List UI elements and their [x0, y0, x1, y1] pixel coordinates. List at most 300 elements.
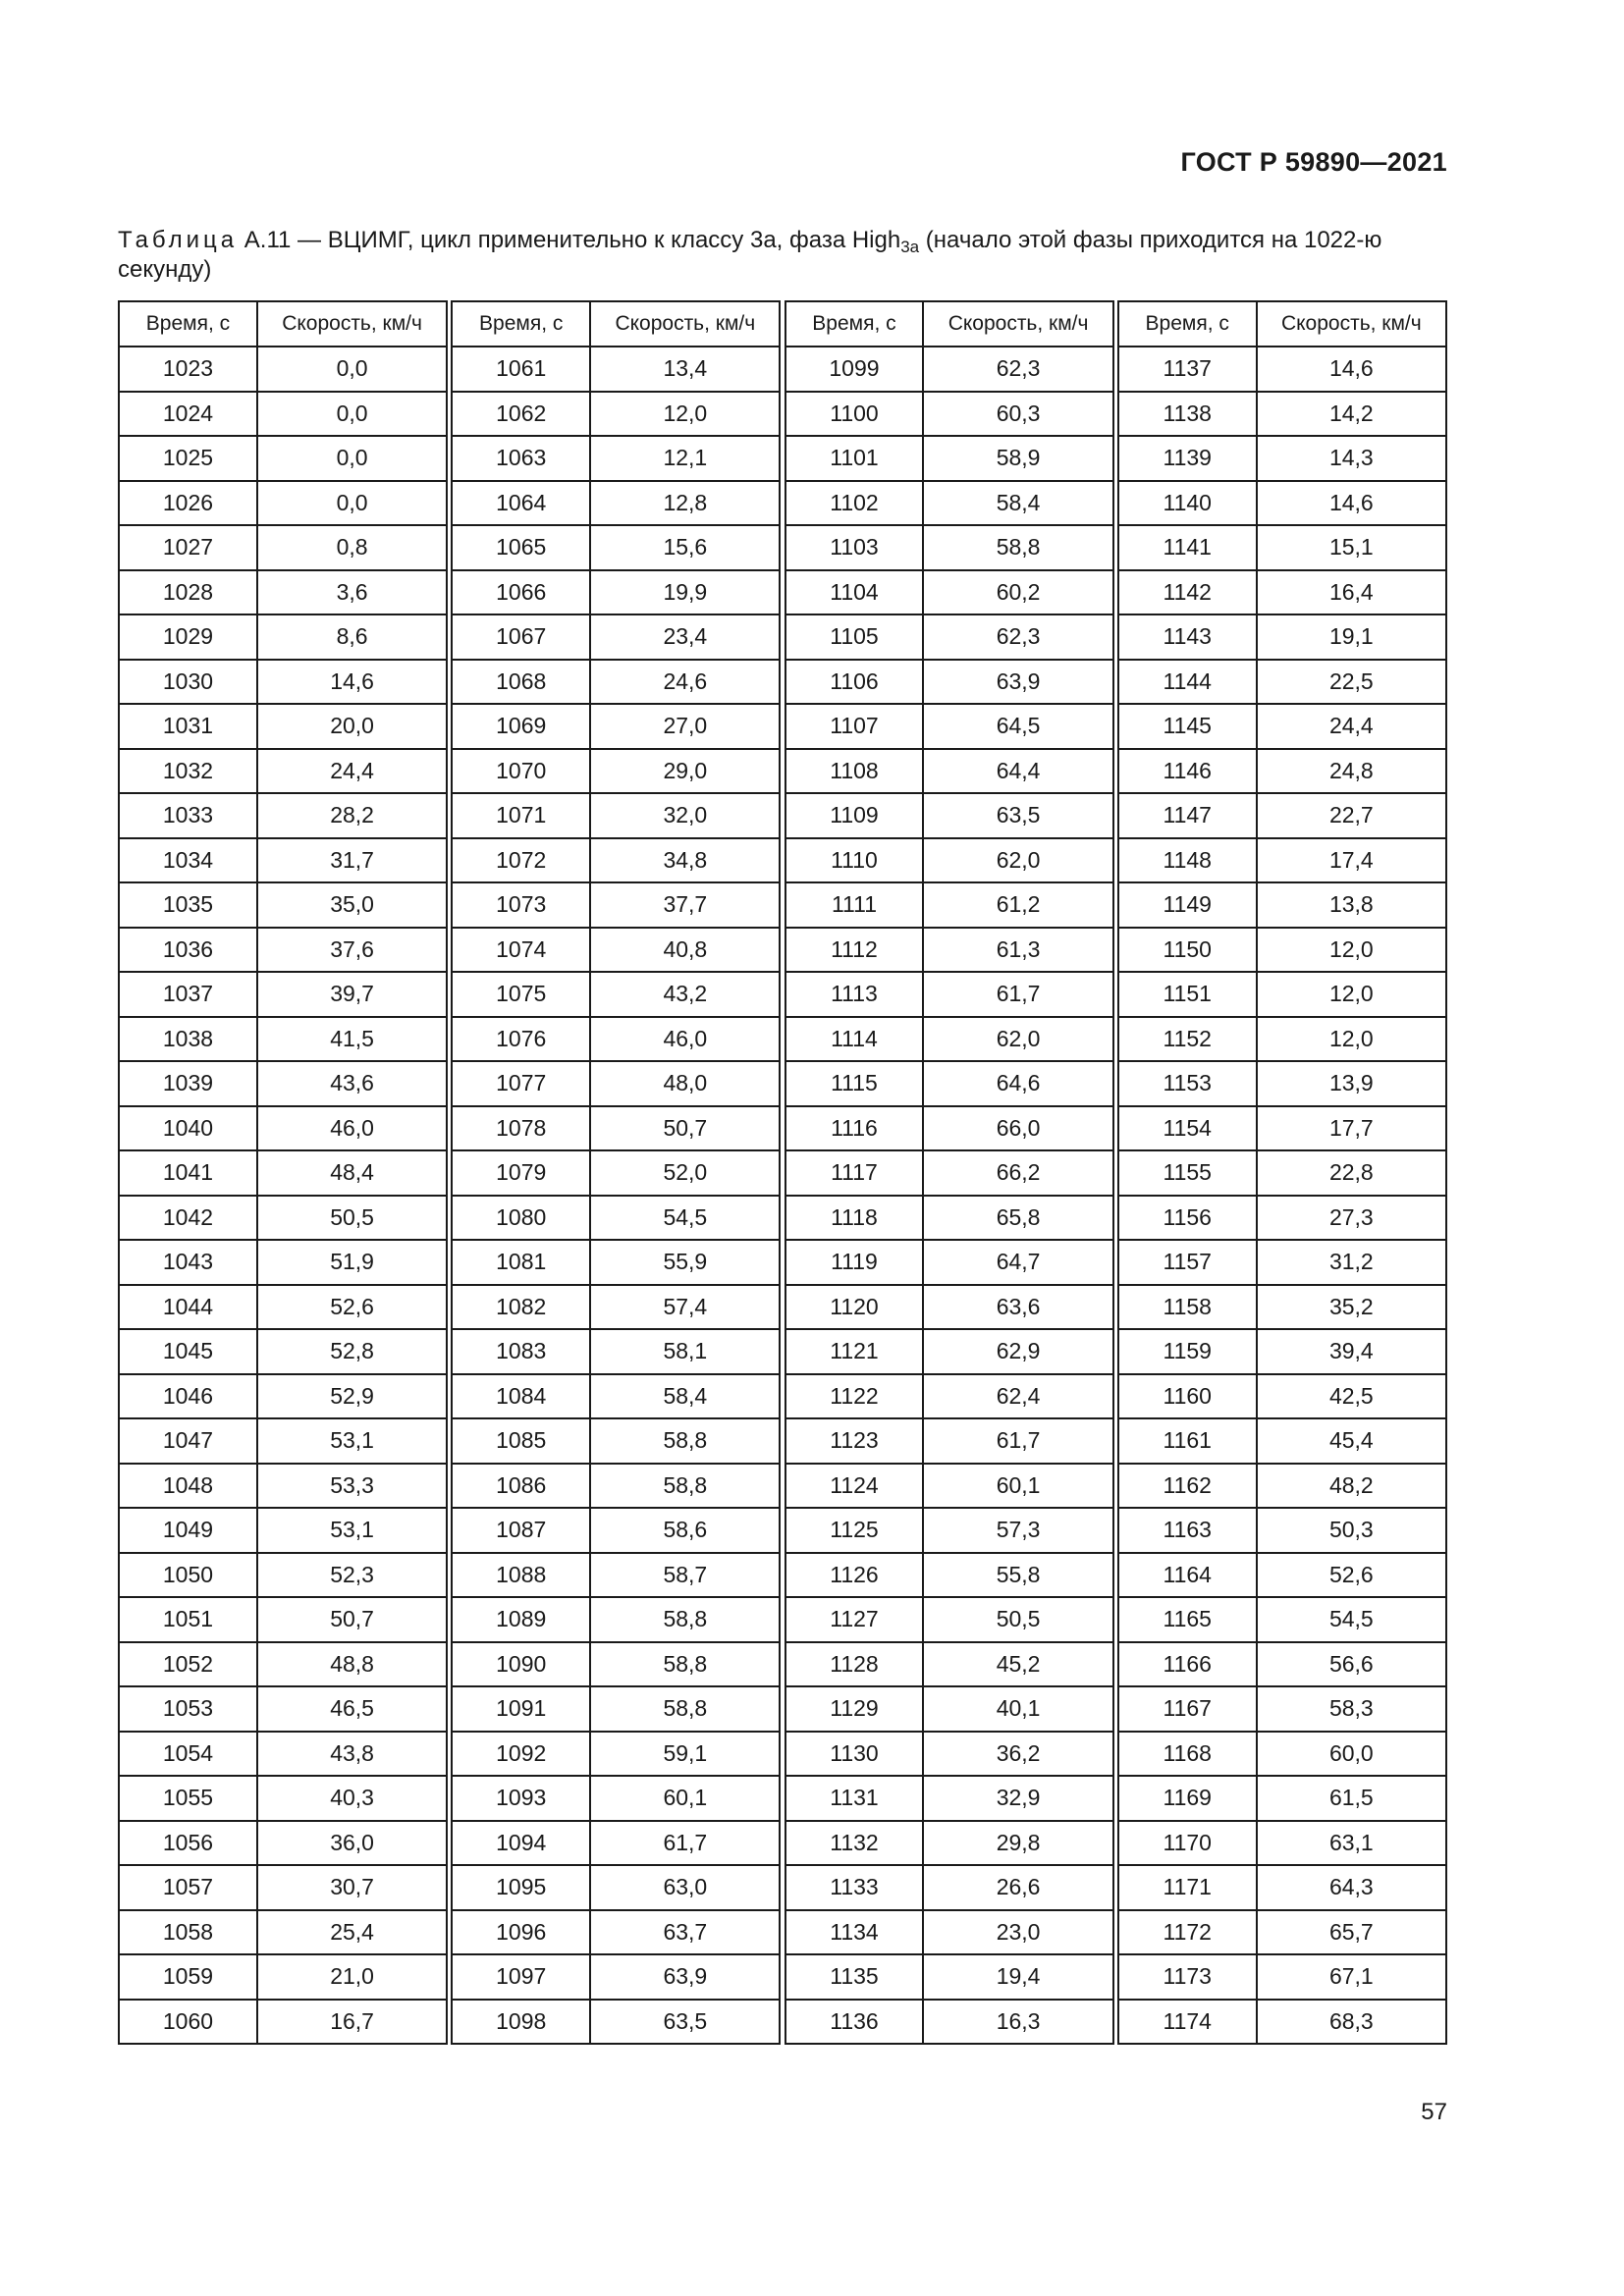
time-cell: 1061 [452, 347, 590, 392]
speed-cell: 3,6 [257, 570, 447, 615]
speed-cell: 42,5 [1257, 1374, 1446, 1419]
speed-cell: 63,5 [590, 2000, 780, 2045]
speed-cell: 61,7 [923, 972, 1112, 1017]
time-cell: 1134 [785, 1910, 924, 1955]
table-row [119, 972, 1446, 1017]
speed-cell: 35,2 [1257, 1285, 1446, 1330]
time-cell: 1143 [1118, 614, 1257, 660]
time-cell: 1173 [1118, 1954, 1257, 2000]
time-cell: 1067 [452, 614, 590, 660]
time-cell: 1038 [119, 1017, 257, 1062]
time-cell: 1150 [1118, 928, 1257, 973]
time-cell: 1025 [119, 436, 257, 481]
speed-cell: 63,6 [923, 1285, 1112, 1330]
speed-cell: 64,7 [923, 1240, 1112, 1285]
time-cell: 1125 [785, 1508, 924, 1553]
speed-cell: 58,1 [590, 1329, 780, 1374]
speed-cell: 65,8 [923, 1196, 1112, 1241]
time-cell: 1168 [1118, 1732, 1257, 1777]
time-cell: 1040 [119, 1106, 257, 1151]
table-row [119, 481, 1446, 526]
time-cell: 1129 [785, 1686, 924, 1732]
speed-cell: 57,4 [590, 1285, 780, 1330]
time-cell: 1069 [452, 704, 590, 749]
speed-cell: 64,4 [923, 749, 1112, 794]
speed-cell: 35,0 [257, 882, 447, 928]
table-header-row [119, 301, 1446, 347]
speed-cell: 28,2 [257, 793, 447, 838]
speed-cell: 39,4 [1257, 1329, 1446, 1374]
time-cell: 1099 [785, 347, 924, 392]
time-cell: 1024 [119, 392, 257, 437]
time-cell: 1119 [785, 1240, 924, 1285]
speed-cell: 50,7 [590, 1106, 780, 1151]
time-cell: 1046 [119, 1374, 257, 1419]
time-cell: 1127 [785, 1597, 924, 1642]
speed-cell: 61,3 [923, 928, 1112, 973]
speed-cell: 14,2 [1257, 392, 1446, 437]
time-cell: 1162 [1118, 1464, 1257, 1509]
page-number: 57 [1421, 2099, 1447, 2125]
time-cell: 1160 [1118, 1374, 1257, 1419]
time-cell: 1070 [452, 749, 590, 794]
time-cell: 1075 [452, 972, 590, 1017]
table-row [119, 1821, 1446, 1866]
time-cell: 1084 [452, 1374, 590, 1419]
speed-cell: 62,9 [923, 1329, 1112, 1374]
speed-cell: 46,0 [257, 1106, 447, 1151]
speed-cell: 53,3 [257, 1464, 447, 1509]
time-cell: 1039 [119, 1061, 257, 1106]
time-cell: 1033 [119, 793, 257, 838]
speed-cell: 52,9 [257, 1374, 447, 1419]
speed-cell: 12,0 [1257, 1017, 1446, 1062]
time-cell: 1121 [785, 1329, 924, 1374]
time-cell: 1101 [785, 436, 924, 481]
speed-cell: 60,0 [1257, 1732, 1446, 1777]
speed-cell: 14,6 [257, 660, 447, 705]
table-row [119, 614, 1446, 660]
time-cell: 1106 [785, 660, 924, 705]
time-cell: 1170 [1118, 1821, 1257, 1866]
speed-cell: 48,8 [257, 1642, 447, 1687]
table-row [119, 436, 1446, 481]
time-cell: 1163 [1118, 1508, 1257, 1553]
speed-cell: 29,8 [923, 1821, 1112, 1866]
time-cell: 1089 [452, 1597, 590, 1642]
speed-cell: 0,0 [257, 392, 447, 437]
table-row [119, 838, 1446, 883]
time-cell: 1080 [452, 1196, 590, 1241]
speed-cell: 12,0 [590, 392, 780, 437]
speed-cell: 52,0 [590, 1150, 780, 1196]
time-cell: 1136 [785, 2000, 924, 2045]
table-row [119, 525, 1446, 570]
time-cell: 1092 [452, 1732, 590, 1777]
table-caption-text: А.11 — ВЦИМГ, цикл применительно к классу 3а, фаза High [238, 227, 901, 253]
speed-cell: 63,0 [590, 1865, 780, 1910]
time-cell: 1132 [785, 1821, 924, 1866]
table-row [119, 570, 1446, 615]
speed-cell: 16,3 [923, 2000, 1112, 2045]
speed-cell: 63,7 [590, 1910, 780, 1955]
table-row [119, 1776, 1446, 1821]
table-body [119, 347, 1446, 2044]
table-row [119, 1329, 1446, 1374]
speed-cell: 53,1 [257, 1508, 447, 1553]
speed-cell: 64,3 [1257, 1865, 1446, 1910]
speed-cell: 39,7 [257, 972, 447, 1017]
table-row [119, 1240, 1446, 1285]
time-cell: 1071 [452, 793, 590, 838]
speed-cell: 14,6 [1257, 347, 1446, 392]
header-time: Время, с [119, 301, 257, 347]
speed-cell: 32,9 [923, 1776, 1112, 1821]
time-cell: 1108 [785, 749, 924, 794]
time-cell: 1077 [452, 1061, 590, 1106]
time-cell: 1145 [1118, 704, 1257, 749]
speed-cell: 15,6 [590, 525, 780, 570]
table-row [119, 1910, 1446, 1955]
speed-cell: 54,5 [1257, 1597, 1446, 1642]
speed-cell: 62,0 [923, 1017, 1112, 1062]
speed-cell: 48,4 [257, 1150, 447, 1196]
time-cell: 1074 [452, 928, 590, 973]
time-cell: 1157 [1118, 1240, 1257, 1285]
time-cell: 1154 [1118, 1106, 1257, 1151]
time-cell: 1052 [119, 1642, 257, 1687]
speed-cell: 66,2 [923, 1150, 1112, 1196]
time-cell: 1086 [452, 1464, 590, 1509]
speed-cell: 60,2 [923, 570, 1112, 615]
time-cell: 1066 [452, 570, 590, 615]
time-cell: 1044 [119, 1285, 257, 1330]
speed-cell: 36,2 [923, 1732, 1112, 1777]
time-cell: 1026 [119, 481, 257, 526]
time-cell: 1053 [119, 1686, 257, 1732]
time-cell: 1164 [1118, 1553, 1257, 1598]
speed-cell: 0,0 [257, 347, 447, 392]
time-cell: 1031 [119, 704, 257, 749]
time-cell: 1063 [452, 436, 590, 481]
speed-cell: 43,8 [257, 1732, 447, 1777]
time-cell: 1028 [119, 570, 257, 615]
speed-cell: 52,6 [1257, 1553, 1446, 1598]
time-cell: 1135 [785, 1954, 924, 2000]
speed-cell: 43,6 [257, 1061, 447, 1106]
time-cell: 1104 [785, 570, 924, 615]
time-cell: 1041 [119, 1150, 257, 1196]
header-time: Время, с [452, 301, 590, 347]
speed-cell: 14,6 [1257, 481, 1446, 526]
speed-cell: 24,8 [1257, 749, 1446, 794]
time-cell: 1116 [785, 1106, 924, 1151]
time-cell: 1078 [452, 1106, 590, 1151]
speed-cell: 60,1 [923, 1464, 1112, 1509]
time-cell: 1112 [785, 928, 924, 973]
time-cell: 1093 [452, 1776, 590, 1821]
time-cell: 1142 [1118, 570, 1257, 615]
time-cell: 1023 [119, 347, 257, 392]
speed-cell: 41,5 [257, 1017, 447, 1062]
time-cell: 1060 [119, 2000, 257, 2045]
table-row [119, 392, 1446, 437]
speed-cell: 62,3 [923, 614, 1112, 660]
speed-cell: 50,3 [1257, 1508, 1446, 1553]
speed-cell: 58,7 [590, 1553, 780, 1598]
header-time: Время, с [1118, 301, 1257, 347]
speed-cell: 22,5 [1257, 660, 1446, 705]
speed-cell: 25,4 [257, 1910, 447, 1955]
time-cell: 1120 [785, 1285, 924, 1330]
table-row [119, 2000, 1446, 2045]
time-cell: 1037 [119, 972, 257, 1017]
speed-cell: 61,2 [923, 882, 1112, 928]
speed-cell: 23,4 [590, 614, 780, 660]
time-cell: 1082 [452, 1285, 590, 1330]
speed-cell: 58,9 [923, 436, 1112, 481]
speed-cell: 16,7 [257, 2000, 447, 2045]
time-cell: 1137 [1118, 347, 1257, 392]
speed-cell: 64,6 [923, 1061, 1112, 1106]
speed-cell: 24,4 [257, 749, 447, 794]
speed-cell: 48,0 [590, 1061, 780, 1106]
speed-cell: 48,2 [1257, 1464, 1446, 1509]
speed-cell: 22,7 [1257, 793, 1446, 838]
table-row [119, 749, 1446, 794]
speed-cell: 12,0 [1257, 928, 1446, 973]
speed-cell: 31,7 [257, 838, 447, 883]
time-cell: 1105 [785, 614, 924, 660]
speed-cell: 16,4 [1257, 570, 1446, 615]
speed-cell: 61,7 [923, 1418, 1112, 1464]
time-cell: 1123 [785, 1418, 924, 1464]
time-cell: 1090 [452, 1642, 590, 1687]
table-caption-text-end: (начало этой фазы приходится на 1022-ю секунду) [118, 227, 1382, 283]
table-row [119, 1508, 1446, 1553]
table-row [119, 1106, 1446, 1151]
speed-cell: 12,8 [590, 481, 780, 526]
speed-cell: 27,3 [1257, 1196, 1446, 1241]
table-row [119, 1464, 1446, 1509]
table-row [119, 928, 1446, 973]
time-cell: 1081 [452, 1240, 590, 1285]
speed-cell: 23,0 [923, 1910, 1112, 1955]
speed-cell: 63,5 [923, 793, 1112, 838]
speed-cell: 43,2 [590, 972, 780, 1017]
table-row [119, 882, 1446, 928]
time-cell: 1035 [119, 882, 257, 928]
time-cell: 1085 [452, 1418, 590, 1464]
speed-cell: 13,8 [1257, 882, 1446, 928]
speed-cell: 66,0 [923, 1106, 1112, 1151]
time-cell: 1151 [1118, 972, 1257, 1017]
time-cell: 1118 [785, 1196, 924, 1241]
speed-cell: 22,8 [1257, 1150, 1446, 1196]
speed-cell: 67,1 [1257, 1954, 1446, 2000]
time-cell: 1169 [1118, 1776, 1257, 1821]
time-cell: 1174 [1118, 2000, 1257, 2045]
time-cell: 1042 [119, 1196, 257, 1241]
speed-cell: 13,4 [590, 347, 780, 392]
speed-cell: 40,3 [257, 1776, 447, 1821]
speed-cell: 0,8 [257, 525, 447, 570]
table-row [119, 1418, 1446, 1464]
speed-cell: 62,3 [923, 347, 1112, 392]
time-cell: 1148 [1118, 838, 1257, 883]
time-cell: 1097 [452, 1954, 590, 2000]
time-cell: 1030 [119, 660, 257, 705]
time-cell: 1034 [119, 838, 257, 883]
time-cell: 1094 [452, 1821, 590, 1866]
table-row [119, 660, 1446, 705]
time-cell: 1091 [452, 1686, 590, 1732]
speed-cell: 37,7 [590, 882, 780, 928]
time-cell: 1087 [452, 1508, 590, 1553]
time-cell: 1110 [785, 838, 924, 883]
speed-cell: 19,9 [590, 570, 780, 615]
speed-cell: 54,5 [590, 1196, 780, 1241]
speed-cell: 37,6 [257, 928, 447, 973]
time-cell: 1062 [452, 392, 590, 437]
table-row [119, 347, 1446, 392]
speed-cell: 45,4 [1257, 1418, 1446, 1464]
time-cell: 1114 [785, 1017, 924, 1062]
time-cell: 1146 [1118, 749, 1257, 794]
time-cell: 1100 [785, 392, 924, 437]
speed-cell: 58,3 [1257, 1686, 1446, 1732]
speed-table-container [118, 300, 1447, 2045]
time-cell: 1057 [119, 1865, 257, 1910]
table-row [119, 1150, 1446, 1196]
time-cell: 1096 [452, 1910, 590, 1955]
speed-cell: 50,7 [257, 1597, 447, 1642]
speed-cell: 55,8 [923, 1553, 1112, 1598]
time-cell: 1149 [1118, 882, 1257, 928]
time-cell: 1076 [452, 1017, 590, 1062]
time-cell: 1050 [119, 1553, 257, 1598]
speed-cell: 58,4 [923, 481, 1112, 526]
table-row [119, 1865, 1446, 1910]
time-cell: 1155 [1118, 1150, 1257, 1196]
speed-cell: 52,6 [257, 1285, 447, 1330]
time-cell: 1130 [785, 1732, 924, 1777]
speed-cell: 24,4 [1257, 704, 1446, 749]
speed-cell: 30,7 [257, 1865, 447, 1910]
speed-cell: 26,6 [923, 1865, 1112, 1910]
speed-cell: 36,0 [257, 1821, 447, 1866]
table-row [119, 1196, 1446, 1241]
table-row [119, 1642, 1446, 1687]
time-cell: 1139 [1118, 436, 1257, 481]
speed-cell: 58,4 [590, 1374, 780, 1419]
speed-cell: 61,7 [590, 1821, 780, 1866]
speed-cell: 8,6 [257, 614, 447, 660]
speed-cell: 58,8 [923, 525, 1112, 570]
time-cell: 1124 [785, 1464, 924, 1509]
time-cell: 1051 [119, 1597, 257, 1642]
time-cell: 1032 [119, 749, 257, 794]
time-cell: 1140 [1118, 481, 1257, 526]
speed-cell: 58,8 [590, 1686, 780, 1732]
document-id-header: ГОСТ Р 59890—2021 [1180, 147, 1447, 177]
speed-cell: 58,8 [590, 1464, 780, 1509]
time-cell: 1109 [785, 793, 924, 838]
time-cell: 1048 [119, 1464, 257, 1509]
time-cell: 1144 [1118, 660, 1257, 705]
time-cell: 1167 [1118, 1686, 1257, 1732]
time-cell: 1102 [785, 481, 924, 526]
time-cell: 1113 [785, 972, 924, 1017]
time-cell: 1166 [1118, 1642, 1257, 1687]
speed-cell: 17,4 [1257, 838, 1446, 883]
speed-cell: 64,5 [923, 704, 1112, 749]
time-cell: 1152 [1118, 1017, 1257, 1062]
speed-cell: 62,4 [923, 1374, 1112, 1419]
speed-cell: 21,0 [257, 1954, 447, 2000]
time-cell: 1165 [1118, 1597, 1257, 1642]
speed-cell: 68,3 [1257, 2000, 1446, 2045]
time-cell: 1059 [119, 1954, 257, 2000]
speed-cell: 52,3 [257, 1553, 447, 1598]
header-speed: Скорость, км/ч [1257, 301, 1446, 347]
speed-cell: 65,7 [1257, 1910, 1446, 1955]
speed-cell: 60,1 [590, 1776, 780, 1821]
time-cell: 1047 [119, 1418, 257, 1464]
time-cell: 1083 [452, 1329, 590, 1374]
speed-cell: 32,0 [590, 793, 780, 838]
speed-cell: 61,5 [1257, 1776, 1446, 1821]
table-caption-label: Таблица [118, 227, 239, 253]
time-cell: 1126 [785, 1553, 924, 1598]
time-cell: 1115 [785, 1061, 924, 1106]
time-cell: 1058 [119, 1910, 257, 1955]
speed-cell: 52,8 [257, 1329, 447, 1374]
speed-time-table [118, 300, 1447, 2045]
speed-cell: 0,0 [257, 481, 447, 526]
time-cell: 1098 [452, 2000, 590, 2045]
speed-cell: 24,6 [590, 660, 780, 705]
time-cell: 1056 [119, 1821, 257, 1866]
header-speed: Скорость, км/ч [923, 301, 1112, 347]
speed-cell: 51,9 [257, 1240, 447, 1285]
time-cell: 1088 [452, 1553, 590, 1598]
speed-cell: 45,2 [923, 1642, 1112, 1687]
speed-cell: 63,9 [923, 660, 1112, 705]
time-cell: 1065 [452, 525, 590, 570]
table-row [119, 1732, 1446, 1777]
table-row [119, 1954, 1446, 2000]
time-cell: 1156 [1118, 1196, 1257, 1241]
header-time: Время, с [785, 301, 924, 347]
table-row [119, 1285, 1446, 1330]
speed-cell: 40,8 [590, 928, 780, 973]
speed-cell: 40,1 [923, 1686, 1112, 1732]
speed-cell: 12,0 [1257, 972, 1446, 1017]
speed-cell: 29,0 [590, 749, 780, 794]
time-cell: 1055 [119, 1776, 257, 1821]
time-cell: 1158 [1118, 1285, 1257, 1330]
time-cell: 1161 [1118, 1418, 1257, 1464]
time-cell: 1159 [1118, 1329, 1257, 1374]
time-cell: 1027 [119, 525, 257, 570]
table-caption [118, 226, 1447, 285]
table-caption-subscript: 3a [900, 238, 920, 256]
time-cell: 1036 [119, 928, 257, 973]
table-row [119, 704, 1446, 749]
time-cell: 1072 [452, 838, 590, 883]
time-cell: 1153 [1118, 1061, 1257, 1106]
